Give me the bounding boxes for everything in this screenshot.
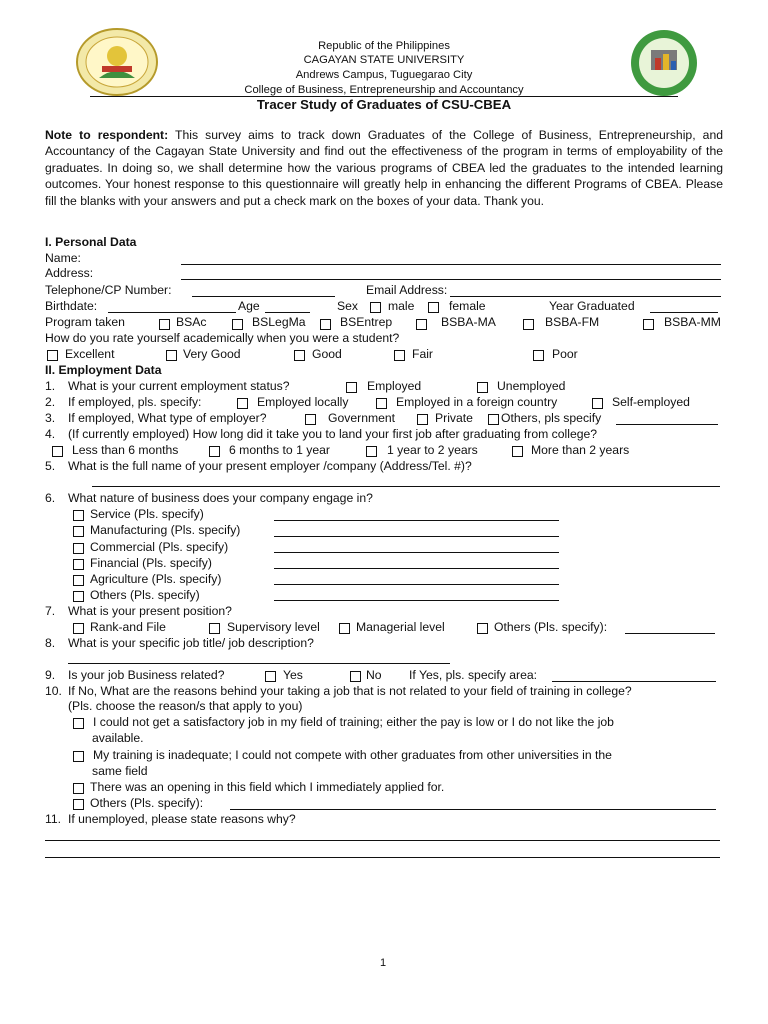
age-field[interactable] — [265, 312, 310, 313]
business-related-yes-checkbox[interactable] — [265, 671, 276, 682]
program-bslegma-checkbox[interactable] — [232, 319, 243, 330]
rating-fair-checkbox[interactable] — [394, 350, 405, 361]
agriculture-checkbox[interactable] — [73, 575, 84, 586]
program-bsba-ma-checkbox[interactable] — [416, 319, 427, 330]
more-2-years-label: More than 2 years — [531, 443, 630, 457]
less-6-months-label: Less than 6 months — [72, 443, 179, 457]
rating-good-label: Good — [312, 347, 342, 361]
program-bsac-checkbox[interactable] — [159, 319, 170, 330]
q6-number: 6. — [45, 491, 56, 505]
address-label: Address: — [45, 266, 94, 280]
q11-number: 11. — [45, 812, 62, 826]
business-related-no-label: No — [366, 668, 382, 682]
q9-text: Is your job Business related? — [68, 668, 225, 682]
business-related-no-checkbox[interactable] — [350, 671, 361, 682]
service-checkbox[interactable] — [73, 510, 84, 521]
more-2-years-checkbox[interactable] — [512, 446, 523, 457]
unemployed-checkbox[interactable] — [477, 382, 488, 393]
reason-others-field[interactable] — [230, 809, 716, 810]
female-label: female — [449, 299, 486, 313]
rate-question: How do you rate yourself academically when you were a student? — [45, 331, 400, 345]
reason-others-label: Others (Pls. specify): — [90, 796, 204, 810]
year-graduated-label: Year Graduated — [549, 299, 635, 313]
others-position-field[interactable] — [625, 633, 715, 634]
q1-text: What is your current employment status? — [68, 379, 290, 393]
note-to-respondent — [45, 127, 723, 209]
commercial-label: Commercial (Pls. specify) — [90, 540, 229, 554]
rating-poor-checkbox[interactable] — [533, 350, 544, 361]
female-checkbox[interactable] — [428, 302, 439, 313]
personal-heading: I. Personal Data — [45, 235, 137, 249]
q4-text: (If currently employed) How long did it take you to land your first job after graduating from college? — [68, 427, 598, 441]
male-label: male — [388, 299, 415, 313]
note-label: Note to respondent: — [45, 128, 169, 142]
q11-text: If unemployed, please state reasons why? — [68, 812, 296, 826]
program-bsac-label: BSAc — [176, 315, 207, 329]
business-area-label: If Yes, pls. specify area: — [409, 668, 538, 682]
supervisory-label: Supervisory level — [227, 620, 320, 634]
financial-label: Financial (Pls. specify) — [90, 556, 212, 570]
reason-opening-label: There was an opening in this field which I immediately applied for. — [90, 780, 445, 794]
q10-number: 10. — [45, 684, 62, 698]
employed-label: Employed — [367, 379, 422, 393]
header-campus: Andrews Campus, Tuguegarao City — [295, 69, 473, 81]
others-position-checkbox[interactable] — [477, 623, 488, 634]
manufacturing-label: Manufacturing (Pls. specify) — [90, 523, 241, 537]
reason-no-satisfactory-job-cont: available. — [92, 731, 144, 745]
program-bsba-mm-checkbox[interactable] — [643, 319, 654, 330]
employment-heading: II. Employment Data — [45, 363, 162, 377]
q7-text: What is your present position? — [68, 604, 232, 618]
header-republic: Republic of the Philippines — [318, 40, 450, 52]
rating-good-checkbox[interactable] — [294, 350, 305, 361]
address-field[interactable] — [181, 279, 721, 280]
birthdate-field[interactable] — [108, 312, 236, 313]
rank-and-file-label: Rank-and File — [90, 620, 166, 634]
employed-checkbox[interactable] — [346, 382, 357, 393]
six-months-1-year-checkbox[interactable] — [209, 446, 220, 457]
less-6-months-checkbox[interactable] — [52, 446, 63, 457]
sex-label: Sex — [337, 299, 359, 313]
others-employer-field[interactable] — [616, 424, 718, 425]
one-2-years-checkbox[interactable] — [366, 446, 377, 457]
program-bsba-fm-checkbox[interactable] — [523, 319, 534, 330]
program-bslegma-label: BSLegMa — [252, 315, 306, 329]
managerial-checkbox[interactable] — [339, 623, 350, 634]
rating-excellent-label: Excellent — [65, 347, 115, 361]
business-area-field[interactable] — [552, 681, 716, 682]
one-2-years-label: 1 year to 2 years — [387, 443, 478, 457]
unemployed-label: Unemployed — [497, 379, 566, 393]
q3-number: 3. — [45, 411, 56, 425]
q7-number: 7. — [45, 604, 56, 618]
q2-text: If employed, pls. specify: — [68, 395, 202, 409]
q8-number: 8. — [45, 636, 56, 650]
birthdate-label: Birthdate: — [45, 299, 98, 313]
others-position-label: Others (Pls. specify): — [494, 620, 608, 634]
program-taken-label: Program taken — [45, 315, 125, 329]
q5-number: 5. — [45, 459, 56, 473]
header-university: CAGAYAN STATE UNIVERSITY — [303, 54, 465, 66]
employer-field[interactable] — [92, 486, 720, 487]
rank-and-file-checkbox[interactable] — [73, 623, 84, 634]
page-number: 1 — [380, 957, 387, 969]
name-field[interactable] — [181, 264, 721, 265]
rating-poor-label: Poor — [552, 347, 578, 361]
agriculture-label: Agriculture (Pls. specify) — [90, 572, 222, 586]
year-graduated-field[interactable] — [650, 312, 718, 313]
unemployed-reason-field-1[interactable] — [45, 840, 720, 841]
reason-inadequate-training-checkbox[interactable] — [73, 751, 84, 762]
q3-text: If employed, What type of employer? — [68, 411, 267, 425]
program-bsba-ma-label: BSBA-MA — [441, 315, 496, 329]
program-bsentrep-label: BSEntrep — [340, 315, 393, 329]
employed-locally-checkbox[interactable] — [237, 398, 248, 409]
others-business-field[interactable] — [274, 600, 559, 601]
reason-others-checkbox[interactable] — [73, 799, 84, 810]
agriculture-field[interactable] — [274, 584, 559, 585]
reason-inadequate-training-label: My training is inadequate; I could not compete with other graduates from other universities in the — [93, 748, 612, 762]
q10-subtext: (Pls. choose the reason/s that apply to you) — [68, 699, 303, 713]
job-title-field[interactable] — [68, 663, 450, 664]
financial-field[interactable] — [274, 568, 559, 569]
q4-number: 4. — [45, 427, 56, 441]
q2-number: 2. — [45, 395, 56, 409]
government-label: Government — [328, 411, 396, 425]
six-months-1-year-label: 6 months to 1 year — [229, 443, 330, 457]
manufacturing-field[interactable] — [274, 536, 559, 537]
private-label: Private — [435, 411, 473, 425]
rating-very-good-checkbox[interactable] — [166, 350, 177, 361]
reason-opening-checkbox[interactable] — [73, 783, 84, 794]
age-label: Age — [238, 299, 260, 313]
rating-very-good-label: Very Good — [183, 347, 241, 361]
others-employer-label: Others, pls specify — [501, 411, 602, 425]
self-employed-checkbox[interactable] — [592, 398, 603, 409]
others-business-label: Others (Pls. specify) — [90, 588, 200, 602]
service-field[interactable] — [274, 520, 559, 521]
service-label: Service (Pls. specify) — [90, 507, 204, 521]
rating-excellent-checkbox[interactable] — [47, 350, 58, 361]
q5-text: What is the full name of your present employer /company (Address/Tel. #)? — [68, 459, 472, 473]
rating-fair-label: Fair — [412, 347, 433, 361]
header-college: College of Business, Entrepreneurship and Accountancy — [244, 84, 524, 96]
commercial-field[interactable] — [274, 552, 559, 553]
supervisory-checkbox[interactable] — [209, 623, 220, 634]
unemployed-reason-field-2[interactable] — [45, 857, 720, 858]
employed-locally-label: Employed locally — [257, 395, 349, 409]
note-text: This survey aims to track down Graduates of the College of Business, Entrepreneurship, and Accountancy of the Cagayan State University and find out the effectiveness of the program in terms of employability of the graduates. In doing so, we shall determine how the various programs of CBEA led the graduates to the intended learning outcomes. Your honest response to this questionnaire will greatly help in enhancing the different Programs of CBEA. Please fill the blanks with your answers and put a check mark on the boxes of your data. Thank you. — [45, 128, 724, 208]
financial-checkbox[interactable] — [73, 559, 84, 570]
q8-text: What is your specific job title/ job description? — [68, 636, 314, 650]
reason-no-satisfactory-job-checkbox[interactable] — [73, 718, 84, 729]
manufacturing-checkbox[interactable] — [73, 526, 84, 537]
q9-number: 9. — [45, 668, 56, 682]
program-bsba-fm-label: BSBA-FM — [545, 315, 600, 329]
male-checkbox[interactable] — [370, 302, 381, 313]
email-field[interactable] — [450, 296, 721, 297]
q6-text: What nature of business does your company engage in? — [68, 491, 373, 505]
private-checkbox[interactable] — [417, 414, 428, 425]
reason-no-satisfactory-job-label: I could not get a satisfactory job in my field of training; either the pay is low or I do not like the job — [93, 715, 614, 729]
business-related-yes-label: Yes — [283, 668, 303, 682]
reason-inadequate-training-cont: same field — [92, 764, 148, 778]
telephone-label: Telephone/CP Number: — [45, 283, 172, 297]
others-business-checkbox[interactable] — [73, 591, 84, 602]
name-label: Name: — [45, 251, 81, 265]
telephone-field[interactable] — [192, 296, 335, 297]
q10-text: If No, What are the reasons behind your taking a job that is not related to your field of training in college? — [68, 684, 632, 698]
others-employer-checkbox[interactable] — [488, 414, 499, 425]
employed-foreign-label: Employed in a foreign country — [396, 395, 558, 409]
page-title: Tracer Study of Graduates of CSU-CBEA — [256, 97, 512, 112]
commercial-checkbox[interactable] — [73, 543, 84, 554]
managerial-label: Managerial level — [356, 620, 445, 634]
employed-foreign-checkbox[interactable] — [376, 398, 387, 409]
self-employed-label: Self-employed — [612, 395, 690, 409]
program-bsentrep-checkbox[interactable] — [320, 319, 331, 330]
program-bsba-mm-label: BSBA-MM — [664, 315, 721, 329]
q1-number: 1. — [45, 379, 56, 393]
government-checkbox[interactable] — [305, 414, 316, 425]
email-label: Email Address: — [366, 283, 448, 297]
